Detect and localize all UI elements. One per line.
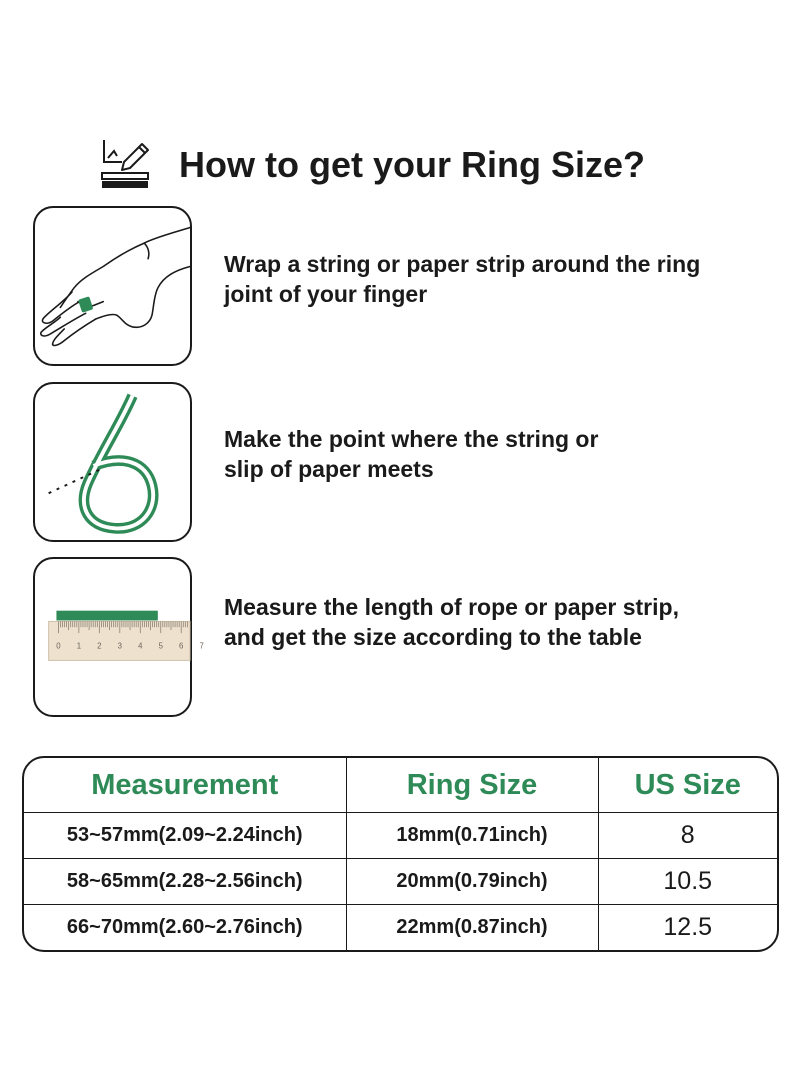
size-table xyxy=(22,756,779,952)
us-size-cell: 10.5 xyxy=(598,859,777,905)
ruler-label: 5 xyxy=(158,641,163,651)
ruler-label: 1 xyxy=(76,641,82,651)
ruler-label: 2 xyxy=(97,641,102,651)
ruler-strip-icon xyxy=(35,559,204,715)
step-2-illustration xyxy=(33,382,192,542)
header xyxy=(98,138,738,198)
measurement-cell: 53~57mm(2.09~2.24inch) xyxy=(24,813,346,859)
us-size-cell: 8 xyxy=(598,813,777,859)
step-3-text: Measure the length of rope or paper strip, and get the size according to the table xyxy=(224,594,679,650)
step-3-illustration xyxy=(33,557,204,717)
header-us-size: US Size xyxy=(598,758,777,813)
measurement-cell: 66~70mm(2.60~2.76inch) xyxy=(24,905,346,950)
header-ring-size: Ring Size xyxy=(346,758,598,813)
step-1-illustration xyxy=(33,206,192,366)
ruler-label: 4 xyxy=(138,641,143,651)
header-measurement: Measurement xyxy=(24,758,346,813)
table-row xyxy=(24,813,777,859)
ring-size-cell: 18mm(0.71inch) xyxy=(346,813,598,859)
table-row xyxy=(24,859,777,905)
step-2-text: Make the point where the string or slip of paper meets xyxy=(224,426,599,482)
ruler-label: 3 xyxy=(117,641,122,651)
ring-size-cell: 20mm(0.79inch) xyxy=(346,859,598,905)
ruler-pencil-icon xyxy=(98,138,154,190)
ruler-label: 0 xyxy=(56,641,61,651)
loop-strip-icon xyxy=(35,384,190,540)
table-row xyxy=(24,905,777,950)
measurement-cell: 58~65mm(2.28~2.56inch) xyxy=(24,859,346,905)
ruler-label: 6 xyxy=(179,641,184,651)
table-header-row xyxy=(24,758,777,813)
step-1-text: Wrap a string or paper strip around the ring joint of your finger xyxy=(224,251,701,307)
page-title: How to get your Ring Size? xyxy=(179,144,645,185)
ruler-label: 7 xyxy=(199,641,204,651)
ring-size-cell: 22mm(0.87inch) xyxy=(346,905,598,950)
hand-ring-icon xyxy=(35,208,190,364)
us-size-cell: 12.5 xyxy=(598,905,777,950)
